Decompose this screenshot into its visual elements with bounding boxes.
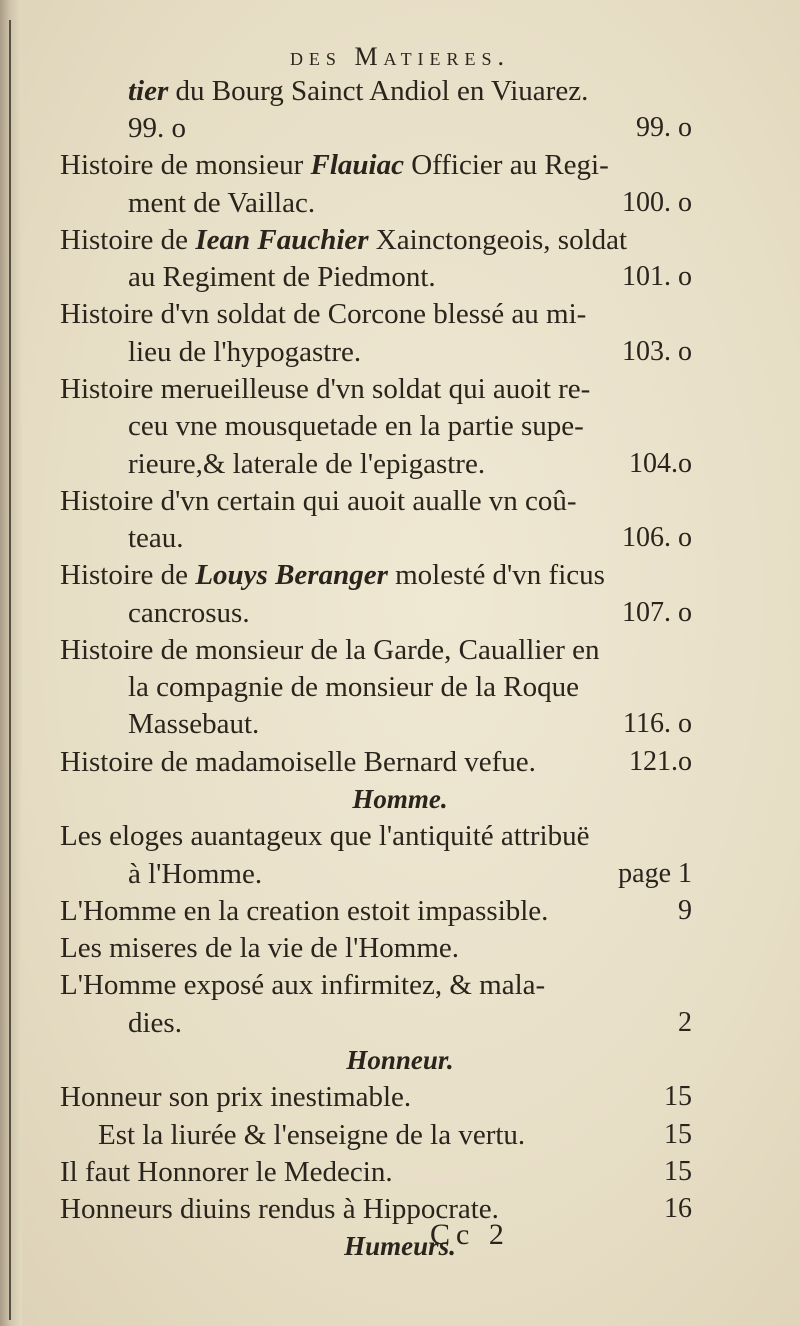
index-line: Histoire d'vn certain qui auoit aualle vn coû- bbox=[60, 485, 577, 517]
page-number: 2 bbox=[678, 1007, 692, 1038]
gutter-edge bbox=[9, 20, 11, 1320]
index-line: Les eloges auantageux que l'antiquité attribuë bbox=[60, 820, 590, 852]
section-heading: Homme. bbox=[352, 784, 448, 814]
index-line: Histoire de Iean Fauchier Xainctongeois, soldat bbox=[60, 224, 628, 256]
index-line: ment de Vaillac. bbox=[128, 187, 316, 219]
page-number: 100. o bbox=[622, 187, 692, 218]
section-heading: Humeurs. bbox=[344, 1231, 456, 1261]
signature-mark: Cc 2 bbox=[430, 1218, 510, 1251]
index-line: Il faut Honnorer le Medecin. bbox=[60, 1156, 393, 1188]
index-line: Histoire de monsieur de la Garde, Cauallier en bbox=[60, 634, 600, 666]
index-line: tier du Bourg Sainct Andiol en Viuarez. bbox=[128, 75, 589, 107]
index-line: Est la liurée & l'enseigne de la vertu. bbox=[98, 1119, 526, 1151]
index-line: rieure,& laterale de l'epigastre. bbox=[128, 448, 486, 480]
page-number: 15 bbox=[664, 1156, 692, 1187]
index-line: Histoire merueilleuse d'vn soldat qui auoit re- bbox=[60, 373, 591, 405]
index-line: lieu de l'hypogastre. bbox=[128, 336, 362, 368]
index-line: Honneurs diuins rendus à Hippocrate. bbox=[60, 1193, 499, 1225]
index-line: Histoire d'vn soldat de Corcone blessé au mi- bbox=[60, 298, 587, 330]
index-line: au Regiment de Piedmont. bbox=[128, 261, 436, 293]
index-line: teau. bbox=[128, 522, 184, 554]
index-line: L'Homme exposé aux infirmitez, & mala- bbox=[60, 969, 546, 1001]
page-number: 99. o bbox=[636, 112, 692, 143]
page-number: 106. o bbox=[622, 522, 692, 553]
index-line: Honneur son prix inestimable. bbox=[60, 1081, 412, 1113]
page-number: page 1 bbox=[618, 858, 692, 889]
index-line: cancrosus. bbox=[128, 597, 250, 629]
page-number: 107. o bbox=[622, 597, 692, 628]
index-line: à l'Homme. bbox=[128, 858, 263, 890]
page-number: 116. o bbox=[623, 708, 692, 739]
index-line: ceu vne mousquetade en la partie supe- bbox=[128, 410, 584, 442]
index-line: Histoire de Louys Beranger molesté d'vn ficus bbox=[60, 559, 605, 591]
section-heading: Honneur. bbox=[346, 1045, 454, 1075]
page-number: 103. o bbox=[622, 336, 692, 367]
index-line: Histoire de madamoiselle Bernard vefue. bbox=[60, 746, 536, 778]
index-line: dies. bbox=[128, 1007, 182, 1039]
index-line: Massebaut. bbox=[128, 708, 260, 740]
index-line: L'Homme en la creation estoit impassible. bbox=[60, 895, 549, 927]
page-number: 9 bbox=[678, 895, 692, 926]
page-number: 121.o bbox=[629, 746, 692, 777]
page-number: 15 bbox=[664, 1119, 692, 1150]
index-line: la compagnie de monsieur de la Roque bbox=[128, 671, 579, 703]
page-number: 101. o bbox=[622, 261, 692, 292]
page-gutter bbox=[0, 0, 22, 1326]
index-line: Les miseres de la vie de l'Homme. bbox=[60, 932, 460, 964]
page-number: 15 bbox=[664, 1081, 692, 1112]
page-number: 16 bbox=[664, 1193, 692, 1224]
index-line: Histoire de monsieur Flauiac Officier au Regi- bbox=[60, 149, 609, 181]
running-head: des Matieres. bbox=[289, 42, 511, 71]
index-line: 99. o bbox=[128, 112, 186, 144]
page-number: 104.o bbox=[629, 448, 692, 479]
